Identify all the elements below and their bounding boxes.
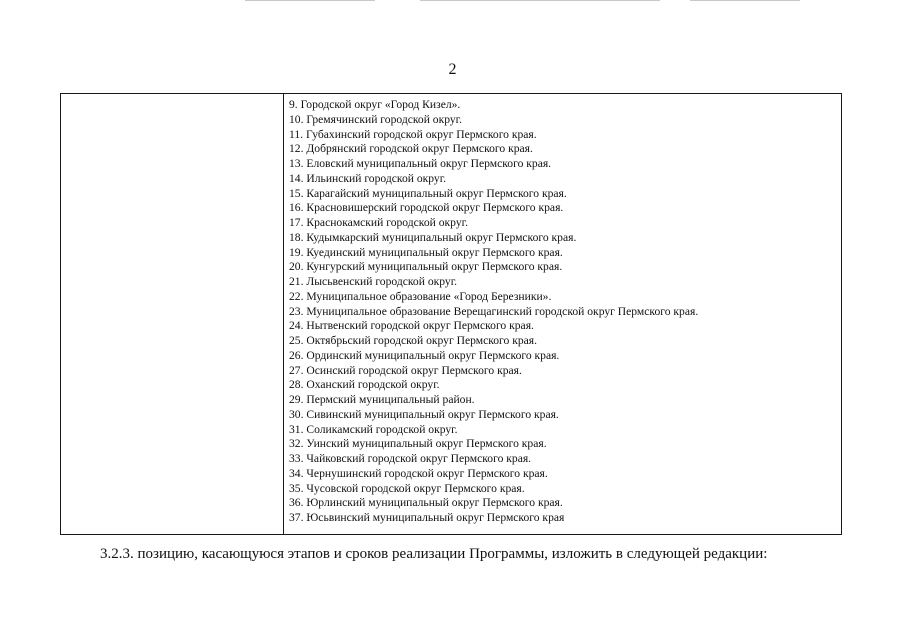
amendment-paragraph: 3.2.3. позицию, касающуюся этапов и сроков реализации Программы, изложить в следующей редакции: (100, 546, 768, 562)
list-item: 27. Осинский городской округ Пермского края. (289, 363, 522, 377)
table-column-divider (283, 94, 284, 534)
list-item: 9. Городской округ «Город Кизел». (289, 98, 461, 111)
list-item: 20. Кунгурский муниципальный округ Пермского края. (289, 260, 563, 274)
list-item: 21. Лысьвенский городской округ. (289, 275, 458, 288)
list-item: 15. Карагайский муниципальный округ Пермского края. (289, 186, 567, 200)
list-item: 31. Соликамский городской округ. (289, 422, 458, 436)
list-item: 34. Чернушинский городской округ Пермского края. (289, 466, 548, 480)
list-item: 22. Муниципальное образование «Город Березники». (289, 289, 552, 303)
list-item: 23. Муниципальное образование Верещагинский городской округ Пермского края. (289, 304, 699, 318)
top-edge-rule (420, 0, 660, 1)
table-left-cell (61, 94, 283, 534)
list-item: 28. Оханский городской округ. (289, 378, 440, 392)
municipalities-table (60, 93, 842, 535)
list-item: 36. Юрлинский муниципальный округ Пермского края. (289, 496, 563, 510)
list-item: 17. Краснокамский городской округ. (289, 216, 468, 229)
list-item: 33. Чайковский городской округ Пермского края. (289, 452, 532, 465)
list-item: 10. Гремячинский городской округ. (289, 112, 463, 126)
list-item: 11. Губахинский городской округ Пермского края. (289, 127, 537, 141)
list-item: 13. Еловский муниципальный округ Пермского края. (289, 157, 552, 170)
list-item: 37. Юсьвинский муниципальный округ Пермского края (289, 511, 565, 524)
top-edge-rule (690, 0, 800, 1)
list-item: 29. Пермский муниципальный район. (289, 393, 475, 406)
list-item: 24. Нытвенский городской округ Пермского края. (289, 319, 534, 333)
list-item: 35. Чусовской городской округ Пермского края. (289, 481, 525, 495)
list-item: 19. Куединский муниципальный округ Пермского края. (289, 245, 563, 259)
municipalities-list (289, 98, 837, 526)
top-edge-rule (245, 0, 375, 1)
page-number: 2 (448, 61, 457, 78)
list-item: 25. Октябрьский городской округ Пермского края. (289, 334, 538, 347)
list-item: 16. Красновишерский городской округ Пермского края. (289, 201, 564, 215)
list-item: 12. Добрянский городской округ Пермского края. (289, 142, 533, 156)
list-item: 30. Сивинский муниципальный округ Пермского края. (289, 407, 559, 421)
list-item: 14. Ильинский городской округ. (289, 171, 447, 185)
list-item: 32. Уинский муниципальный округ Пермского края. (289, 437, 547, 451)
list-item: 26. Ординский муниципальный округ Пермского края. (289, 348, 560, 362)
list-item: 18. Кудымкарский муниципальный округ Пермского края. (289, 230, 577, 244)
